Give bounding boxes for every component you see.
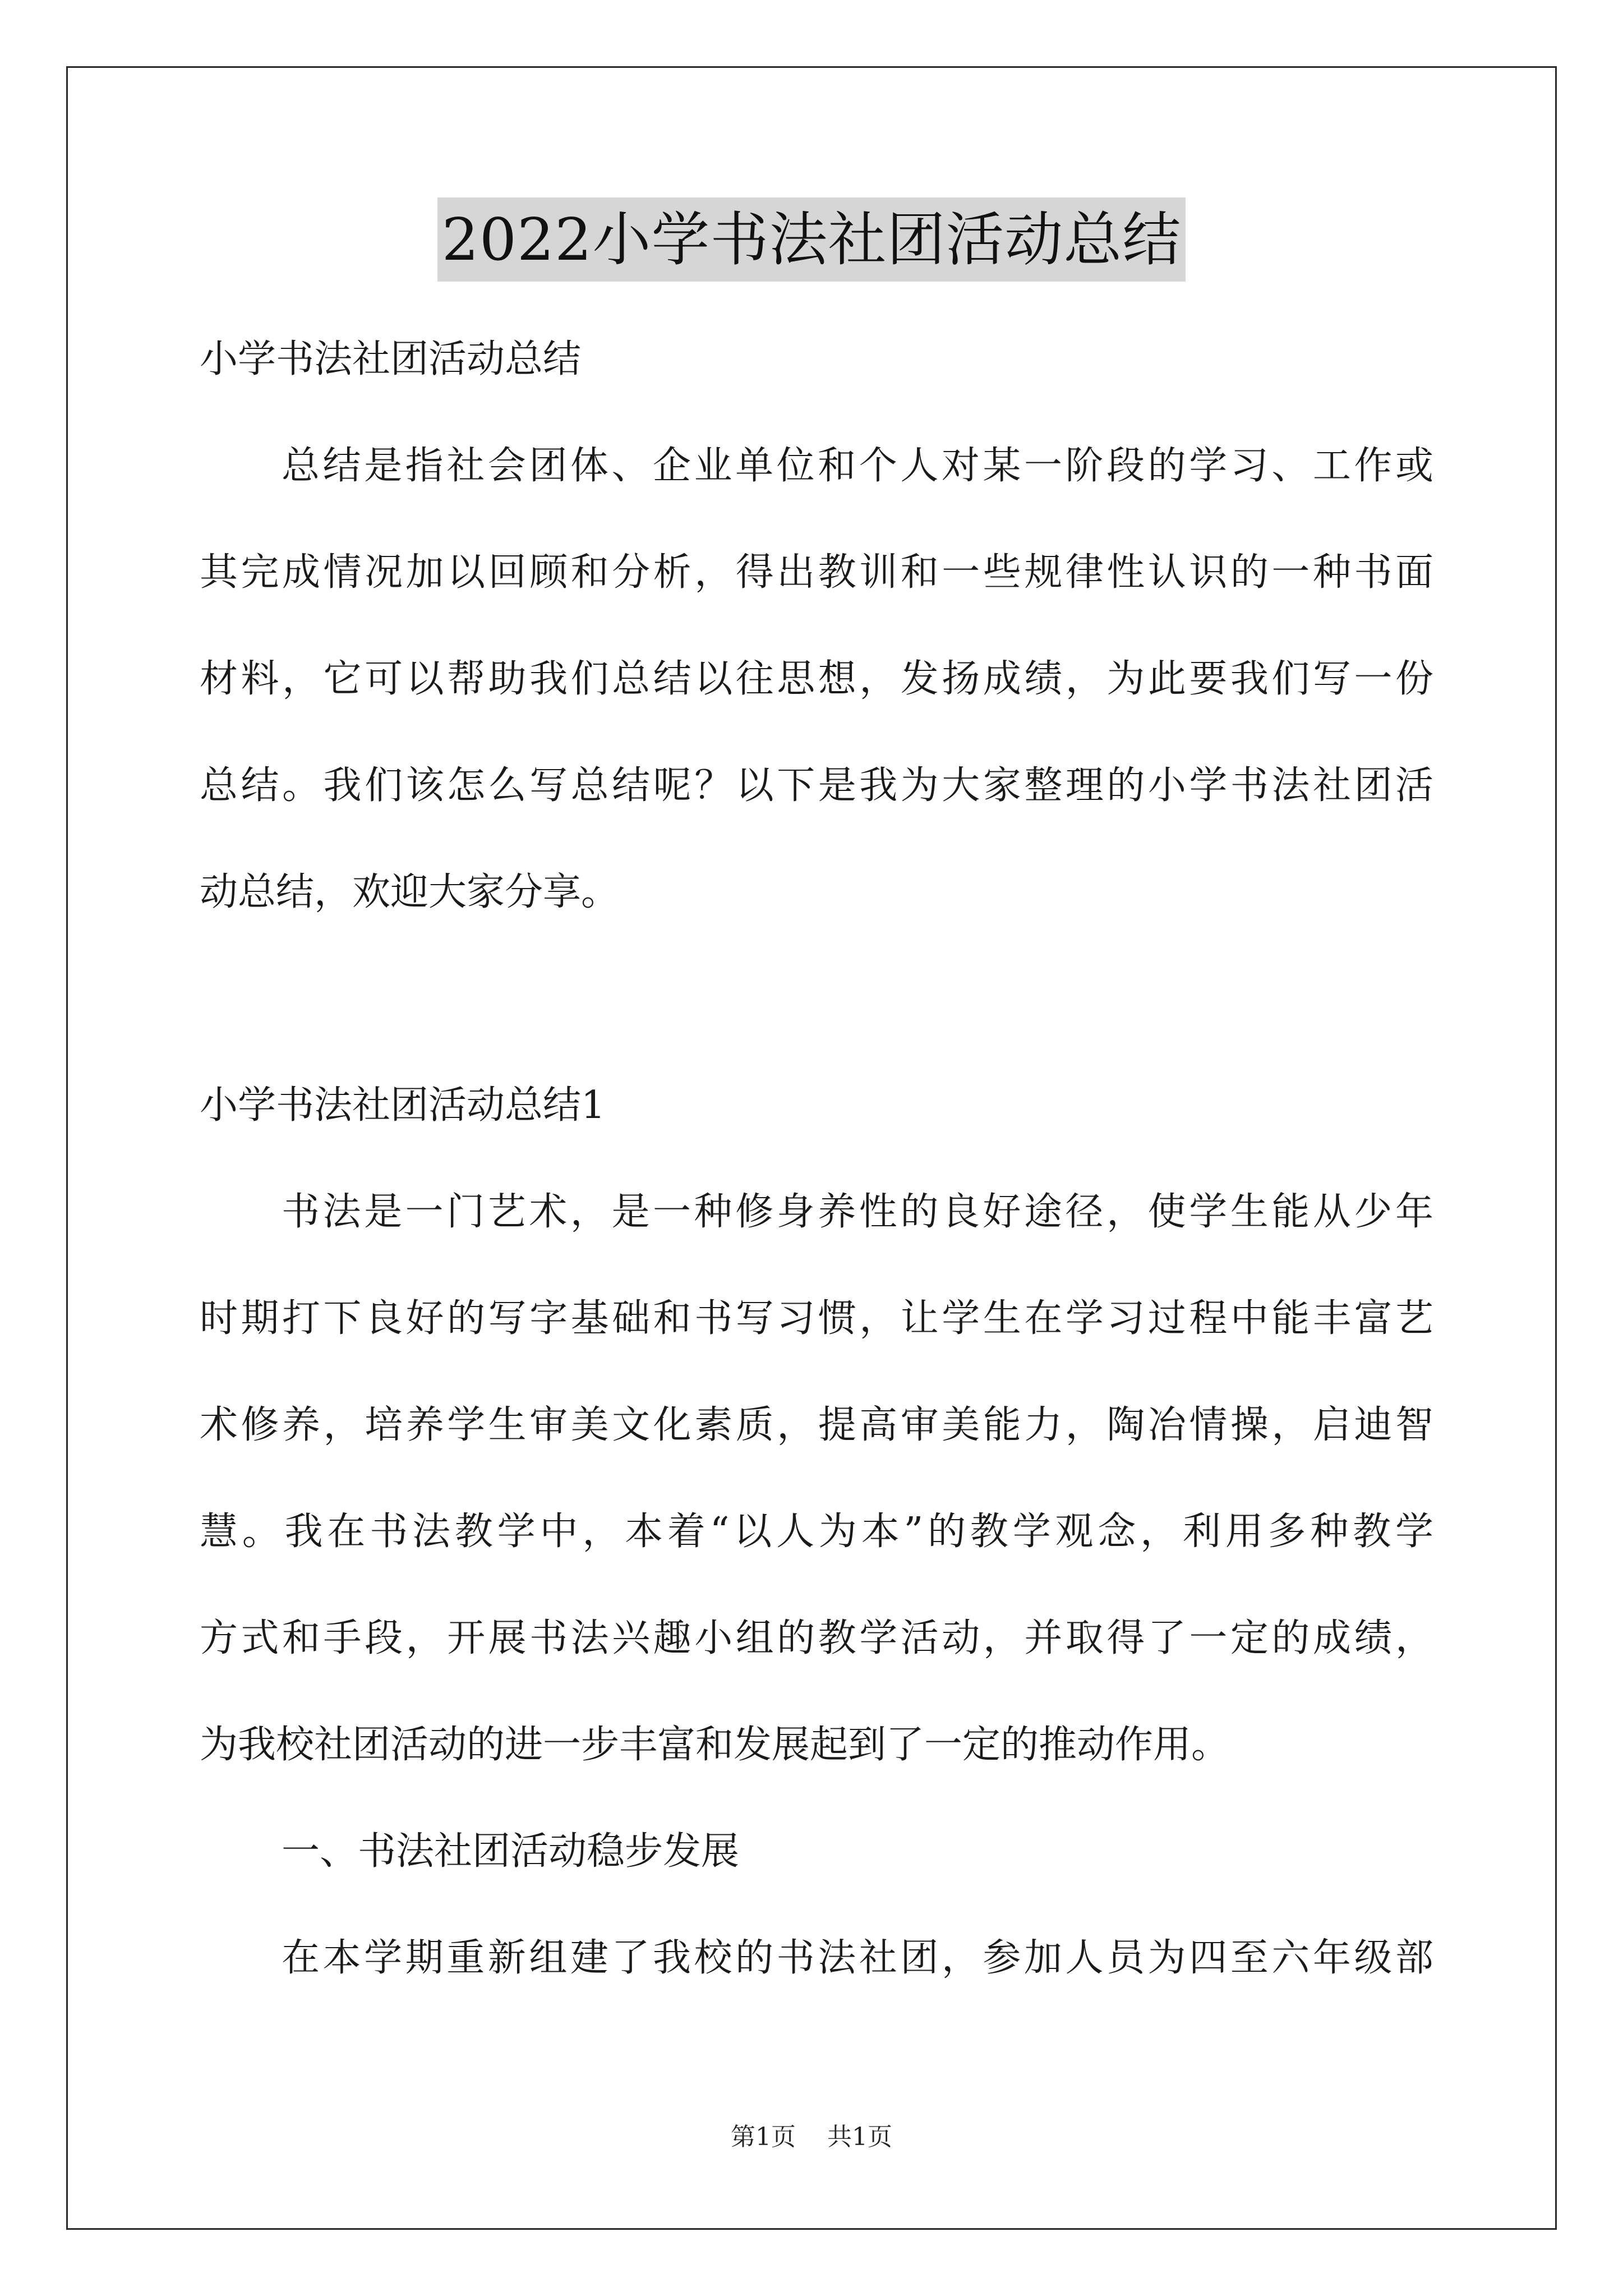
document-title: 2022小学书法社团活动总结: [437, 197, 1186, 282]
section-heading: 小学书法社团活动总结1: [200, 1083, 606, 1128]
paragraph-line: 总结。我们该怎么写总结呢？以下是我为大家整理的小学书法社团活: [200, 763, 1433, 808]
paragraph-line: 为我校社团活动的进一步丰富和发展起到了一定的推动作用。: [200, 1723, 1230, 1767]
paragraph-line: 书法是一门艺术，是一种修身养性的良好途径，使学生能从少年: [282, 1190, 1433, 1234]
paragraph-line: 慧。我在书法教学中，本着“以人为本”的教学观念，利用多种教学: [200, 1510, 1433, 1554]
paragraph-line: 方式和手段，开展书法兴趣小组的教学活动，并取得了一定的成绩，: [200, 1616, 1433, 1660]
page-footer: [0, 2120, 1623, 2154]
paragraph-line: 术修养，培养学生审美文化素质，提高审美能力，陶冶情操，启迪智: [200, 1403, 1433, 1447]
paragraph-line: 在本学期重新组建了我校的书法社团，参加人员为四至六年级部: [282, 1936, 1433, 1980]
paragraph-line: 动总结，欢迎大家分享。: [200, 870, 620, 914]
page-total: 共1页: [827, 2123, 892, 2151]
paragraph-line: 时期打下良好的写字基础和书写习惯，让学生在学习过程中能丰富艺: [200, 1296, 1433, 1341]
page-number: 第1页: [731, 2123, 796, 2151]
paragraph-line: 总结是指社会团体、企业单位和个人对某一阶段的学习、工作或: [282, 444, 1433, 488]
title-wrapper: [0, 197, 1623, 282]
subheading: 一、书法社团活动稳步发展: [282, 1829, 740, 1874]
paragraph-line: 材料，它可以帮助我们总结以往思想，发扬成绩，为此要我们写一份: [200, 657, 1433, 701]
blank-line: [200, 946, 1433, 1052]
intro-heading: 小学书法社团活动总结: [200, 337, 582, 381]
document-body: [200, 306, 1433, 2012]
paragraph-line: 其完成情况加以回顾和分析，得出教训和一些规律性认识的一种书面: [200, 550, 1433, 595]
